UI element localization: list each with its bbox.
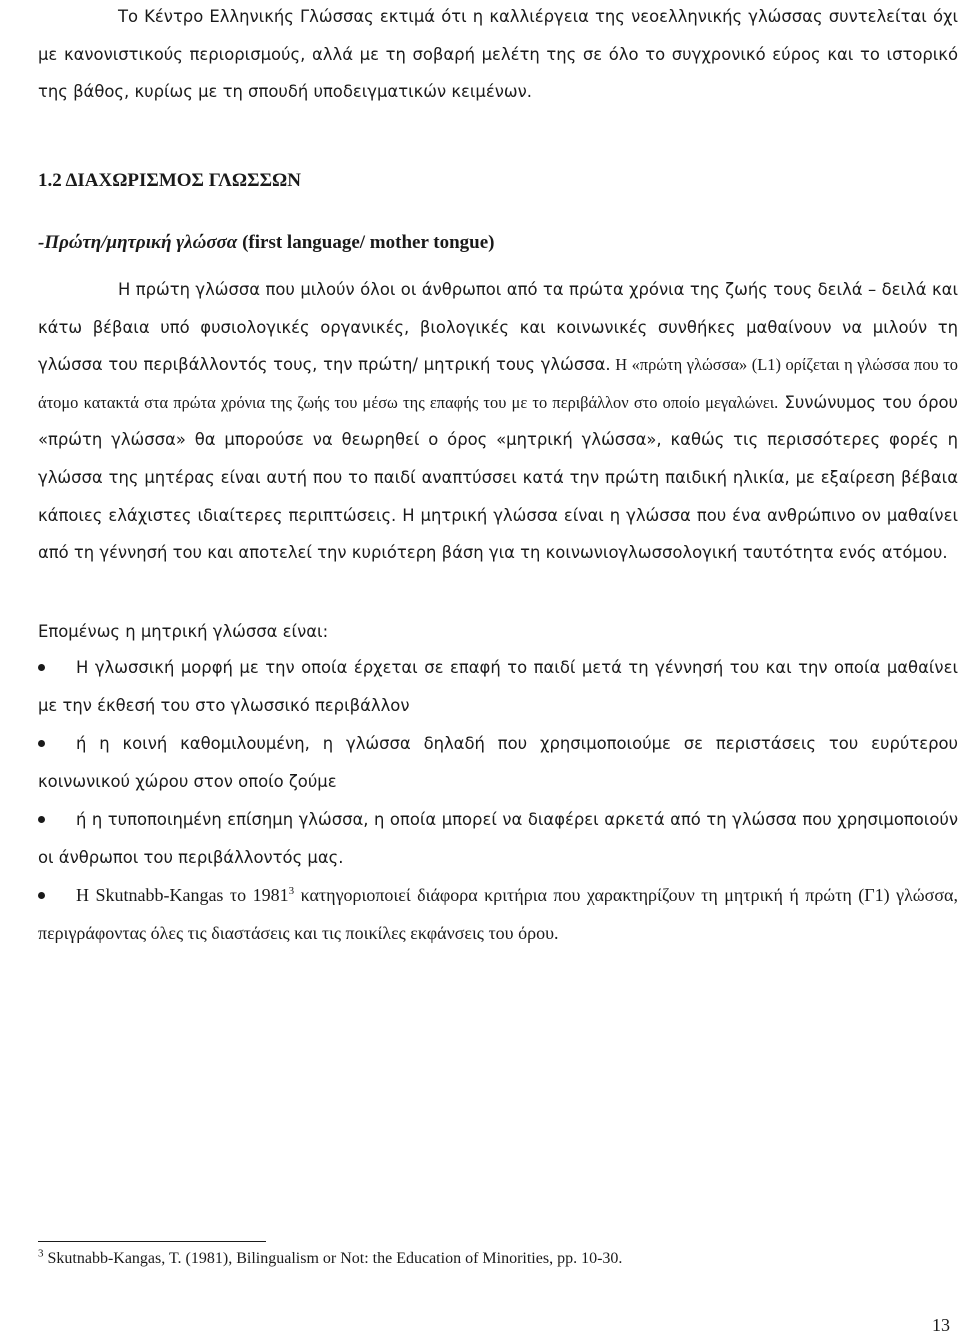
body-part-1: Η πρώτη γλώσσα που μιλούν όλοι οι άνθρωποι από τα πρώτα χρόνια της ζωής τους δειλά – δειλά και κάτω βέβαια υπό φυσιολογικές οργανικές, βιολογικές και κοινωνικές συνθήκες μαθαίνουν να μιλούν τη γλώσσα του περιβάλλοντός τους, την πρώτη/ μητρική τους γλώσσα. xyxy=(38,280,958,375)
body-paragraph xyxy=(38,271,958,572)
list-item-text: ή η κοινή καθομιλουμένη, η γλώσσα δηλαδή που χρησιμοποιούμε σε περιστάσεις του ευρύτερου κοινωνικού χώρου στον οποίο ζούμε xyxy=(38,734,958,791)
section-title: ΔΙΑΧΩΡΙΣΜΟΣ ΓΛΩΣΣΩΝ xyxy=(65,170,301,191)
footnote xyxy=(38,1247,623,1268)
footnote-marker: 3 xyxy=(38,1247,44,1260)
list-item-text xyxy=(38,877,958,952)
footnote-ref[interactable]: 3 xyxy=(288,885,295,897)
list-intro: Επομένως η μητρική γλώσσα είναι: xyxy=(38,622,329,641)
subheading-greek: -Πρώτη/μητρική γλώσσα xyxy=(38,232,238,253)
section-heading xyxy=(38,170,301,192)
section-number: 1.2 xyxy=(38,170,62,191)
intro-paragraph: Το Κέντρο Ελληνικής Γλώσσας εκτιμά ότι η καλλιέργεια της νεοελληνικής γλώσσας συντελείται όχι με κανονιστικούς περιορισμούς, αλλά με τη σοβαρή μελέτη της σε όλο το συγχρονικό εύρος και το ιστορικό της βάθος, κυρίως με τη σπουδή υποδειγματικών κειμένων. xyxy=(38,7,958,102)
subheading-english: (first language/ mother tongue) xyxy=(237,232,495,253)
footnote-text: Skutnabb-Kangas, T. (1981), Bilingualism or Not: the Education of Minorities, pp. 10-30. xyxy=(43,1250,623,1267)
list-item-text: ή η τυποποιημένη επίσημη γλώσσα, η οποία μπορεί να διαφέρει αρκετά από τη γλώσσα που χρησιμοποιούν οι άνθρωποι του περιβάλλοντός μας. xyxy=(38,810,958,867)
page-number: 13 xyxy=(932,1315,950,1335)
list-item-text: Η γλωσσική μορφή με την οποία έρχεται σε επαφή το παιδί μετά τη γέννησή του και την οποία μαθαίνει με την έκθεσή του στο γλωσσικό περιβάλλον xyxy=(38,658,958,715)
body-part-2: Η «πρώτη γλώσσα» (L1) ορίζεται η γλώσσα που το άτομο κατακτά στα πρώτα χρόνια της ζωής του μέσω της επαφής του με το περιβάλλον στο οποίο μεγαλώνει. xyxy=(38,355,958,412)
body-part-3: Συνώνυμος του όρου «πρώτη γλώσσα» θα μπορούσε να θεωρηθεί ο όρος «μητρική γλώσσα», καθώς τις περισσότερες φορές η γλώσσα της μητέρας είναι αυτή που το παιδί αναπτύσσει κατά την πρώτη παιδική ηλικία, με εξαίρεση βέβαια κάποιες ελάχιστες ιδιαίτερες περιπτώσεις. xyxy=(38,392,958,525)
footnote-divider xyxy=(38,1241,266,1242)
body-part-4: Η μητρική γλώσσα είναι η γλώσσα που ένα ανθρώπινο ον μαθαίνει από τη γέννησή του και αποτελεί την κυριότερη βάση για τη κοινωνιογλωσσολογική ταυτότητα ενός ατόμου. xyxy=(38,505,958,563)
last-bullet-before: Η Skutnabb-Kangas το 1981 xyxy=(76,885,289,905)
last-bullet-after: κατηγοριοποιεί διάφορα κριτήρια που χαρακτηρίζουν τη μητρική ή πρώτη (Γ1) γλώσσα, περιγράφοντας όλες τις διαστάσεις και τις ποικίλες εκφάνσεις του όρου. xyxy=(38,885,958,943)
subheading xyxy=(38,232,495,254)
